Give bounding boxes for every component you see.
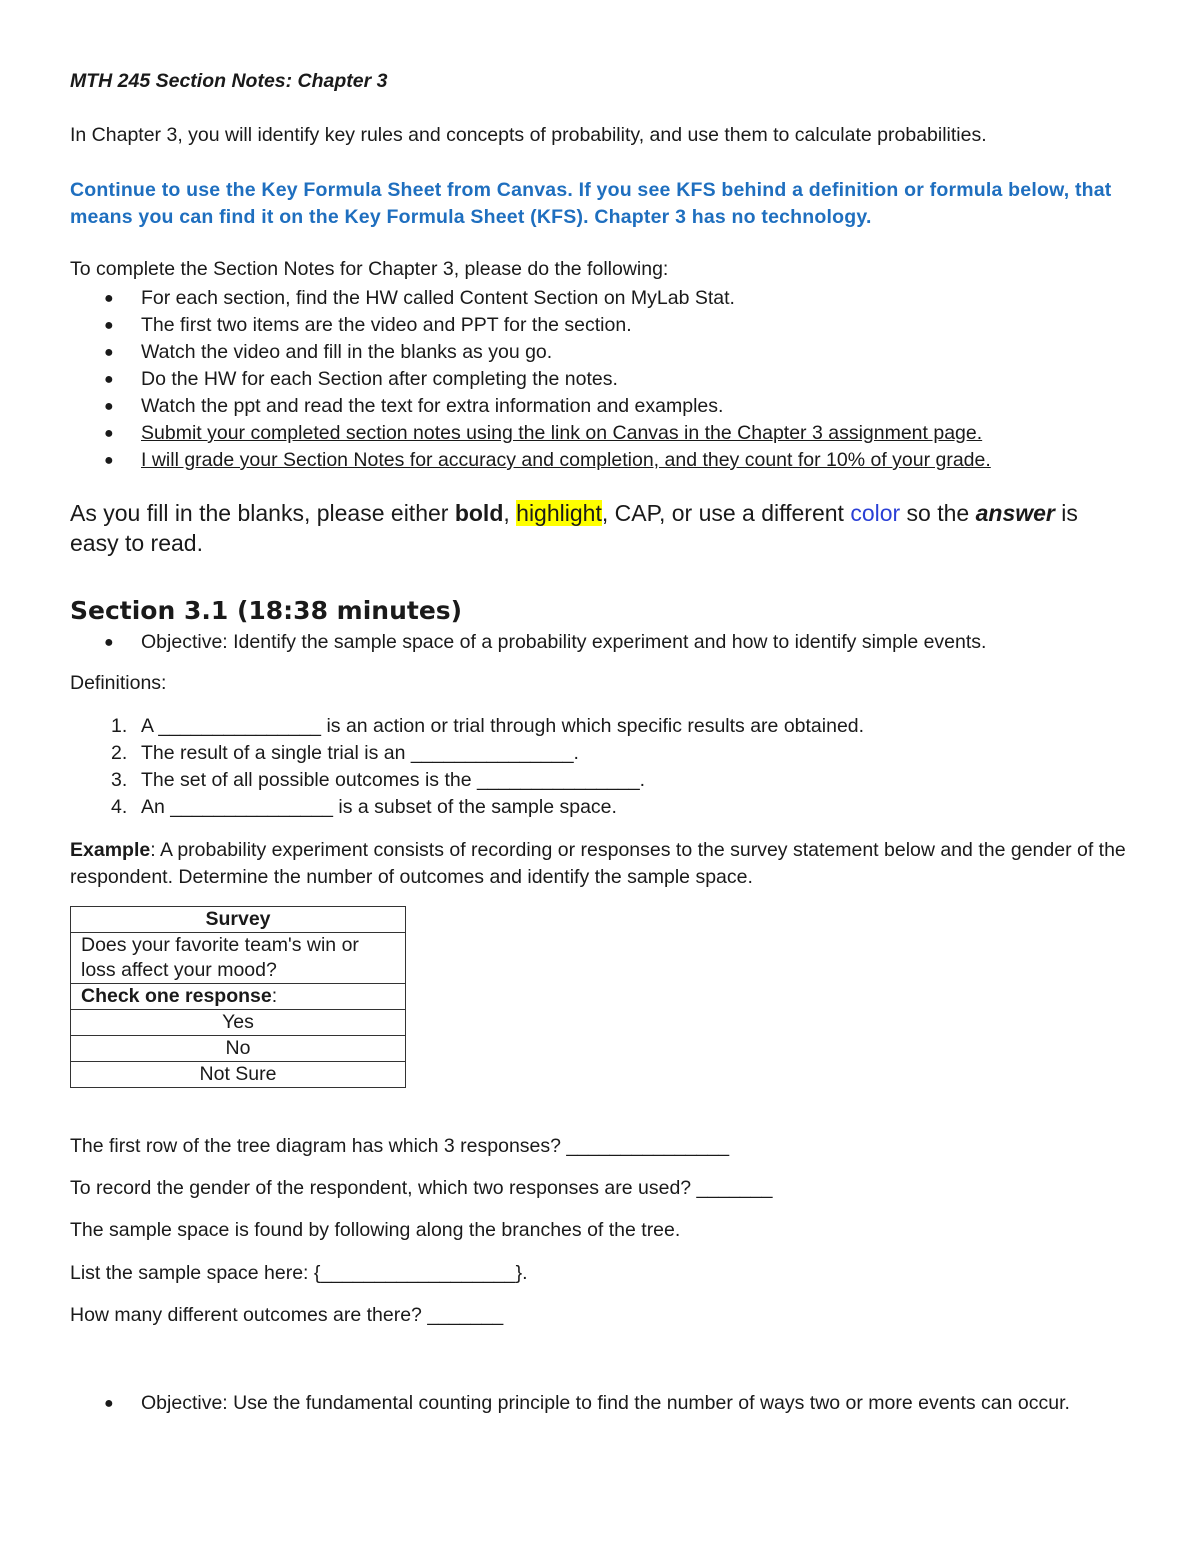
- list-item: ● For each section, find the HW called Content Section on MyLab Stat.: [70, 285, 991, 312]
- list-item: ● The first two items are the video and PPT for the section.: [70, 312, 991, 339]
- list-item: ● Do the HW for each Section after completing the notes.: [70, 366, 991, 393]
- highlight-sample: highlight: [516, 500, 602, 526]
- survey-option: No: [71, 1036, 406, 1062]
- definitions-label: Definitions:: [70, 672, 167, 694]
- table-row: Check one response:: [71, 984, 406, 1010]
- question-line: To record the gender of the respondent, which two responses are used? _______: [70, 1177, 773, 1199]
- question-line: The first row of the tree diagram has which 3 responses? _______________: [70, 1135, 730, 1157]
- steps-intro: To complete the Section Notes for Chapter 3, please do the following:: [70, 258, 669, 280]
- list-item: ● Watch the ppt and read the text for extra information and examples.: [70, 393, 991, 420]
- survey-table: [70, 906, 406, 1088]
- list-item: 3. The set of all possible outcomes is the _______________.: [111, 769, 646, 791]
- list-item: 2. The result of a single trial is an _______________.: [111, 742, 579, 764]
- bullet-icon: ●: [104, 452, 114, 469]
- document-title: MTH 245 Section Notes: Chapter 3: [70, 70, 388, 92]
- fill-instructions: As you fill in the blanks, please either bold, highlight, CAP, or use a different color so the answer is easy to read.: [70, 500, 1078, 556]
- example-label: Example: [70, 839, 151, 861]
- survey-option: Not Sure: [71, 1062, 406, 1088]
- bullet-icon: ●: [104, 1395, 114, 1412]
- bullet-icon: ●: [104, 425, 114, 442]
- bullet-icon: ●: [104, 290, 114, 307]
- section-heading: Section 3.1 (18:38 minutes): [70, 596, 463, 625]
- table-row: [71, 1036, 406, 1062]
- survey-header: Survey: [205, 908, 271, 930]
- question-line: How many different outcomes are there? _______: [70, 1304, 504, 1326]
- bullet-icon: ●: [104, 634, 114, 651]
- list-item: 1. A _______________ is an action or trial through which specific results are obtained.: [111, 715, 865, 737]
- question-line: The sample space is found by following along the branches of the tree.: [70, 1219, 681, 1241]
- bullet-icon: ●: [104, 371, 114, 388]
- list-item: ● Submit your completed section notes using the link on Canvas in the Chapter 3 assignment page.: [70, 420, 991, 447]
- objective-list: [70, 629, 986, 656]
- table-row: [71, 933, 406, 984]
- bullet-icon: ●: [104, 317, 114, 334]
- definitions-list: [70, 713, 864, 821]
- list-item: 4. An _______________ is a subset of the sample space.: [111, 796, 617, 818]
- answer-sample: answer: [975, 500, 1055, 526]
- list-item: ● Objective: Identify the sample space of a probability experiment and how to identify simple events.: [70, 629, 986, 656]
- survey-option: Yes: [71, 1010, 406, 1036]
- example-paragraph: Example: A probability experiment consists of recording or responses to the survey statement below and the gender of the respondent. Determine the number of outcomes and identify the sample space.: [70, 839, 1126, 888]
- kfs-note: Continue to use the Key Formula Sheet from Canvas. If you see KFS behind a definition or formula below, that means you can find it on the Key Formula Sheet (KFS). Chapter 3 has no technology.: [70, 179, 1112, 228]
- bold-sample: bold: [454, 500, 504, 526]
- intro-paragraph: In Chapter 3, you will identify key rules and concepts of probability, and use them to calculate probabilities.: [70, 124, 987, 146]
- steps-list: [70, 285, 991, 474]
- table-row: [71, 907, 406, 933]
- check-label: Check one response: [81, 985, 272, 1007]
- color-sample: color: [850, 500, 901, 526]
- objective-list: [70, 1390, 1130, 1417]
- list-item: ● I will grade your Section Notes for accuracy and completion, and they count for 10% of your grade.: [70, 447, 991, 474]
- survey-question: Does your favorite team's win or loss affect your mood?: [71, 933, 406, 984]
- question-line: List the sample space here: {__________________}.: [70, 1262, 528, 1284]
- table-row: [71, 1010, 406, 1036]
- table-row: [71, 1062, 406, 1088]
- list-item: ● Watch the video and fill in the blanks as you go.: [70, 339, 991, 366]
- bullet-icon: ●: [104, 344, 114, 361]
- list-item: ● Objective: Use the fundamental counting principle to find the number of ways two or more events can occur.: [70, 1390, 1130, 1417]
- bullet-icon: ●: [104, 398, 114, 415]
